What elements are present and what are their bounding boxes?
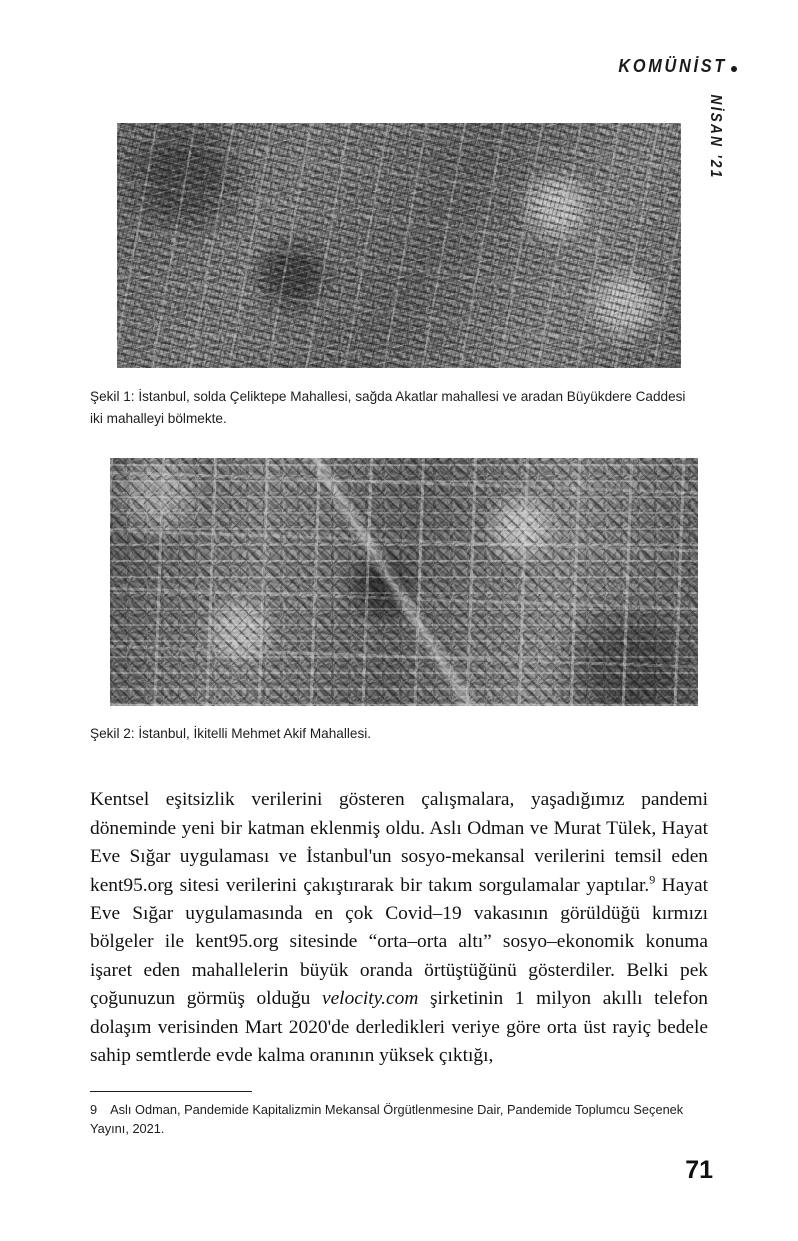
footnote-text: Aslı Odman, Pandemide Kapitalizmin Mekansal Örgütlenmesine Dair, Pandemide Toplumcu Seçenek Yayını, 2021. [90,1102,684,1136]
body-paragraph [90,786,708,1070]
figure-2-texture-overlay [110,458,698,706]
footnote-separator-rule [90,1091,252,1092]
figure-2-caption: Şekil 2: İstanbul, İkitelli Mehmet Akif Mahallesi. [90,726,372,741]
figure-1-caption: Şekil 1: İstanbul, solda Çeliktepe Mahallesi, sağda Akatlar mahallesi ve aradan Büyükdere Caddesi iki mahalleyi bölmekte. [90,389,686,426]
body-text-part-1: Kentsel eşitsizlik verilerini gösteren çalışmalara, yaşadığımız pandemi döneminde yeni bir katman eklenmiş oldu. Aslı Odman ve Murat Tülek, Hayat Eve Sığar uygulaması ve İstanbul'un sosyo-mekansal verilerini temsil eden kent95.org sitesi verilerini çakıştırarak bir takım sorgulamalar yaptılar. [90,789,708,896]
footnote-marker: 9 [90,1102,98,1117]
body-text-part-3: şirketinin 1 milyon akıllı telefon dolaşım verisinden Mart 2020'de derledikleri veriye göre orta üst rayiç bedele sahip semtlerde evde kalma oranının yüksek çıktığı, [90,988,708,1067]
footnote [90,1100,708,1138]
figure-1-texture-overlay [117,123,681,368]
running-header-publication: KOMÜNİST [618,55,727,76]
bullet-dot-icon [731,66,737,72]
figure-2-satellite-image [110,458,698,706]
footnote-reference-marker[interactable]: 9 [649,872,656,887]
page-number: 71 [685,1156,713,1184]
figure-1-satellite-image [117,123,681,368]
body-italic-term: velocity.com [321,988,419,1010]
running-header-issue-wrap [700,93,798,180]
body-text-part-2: Hayat Eve Sığar uygulamasında en çok Covid–19 vakasının görüldüğü kırmızı bölgeler ile kent95.org sitesinde “orta–orta altı” sosyo–ekonomik konuma işaret eden mahallelerin büyük oranda örtüştüğünü gösterdiler. Belki pek çoğunuzun görmüş olduğu [90,874,708,1010]
running-header-issue: NİSAN '21 [707,94,724,180]
